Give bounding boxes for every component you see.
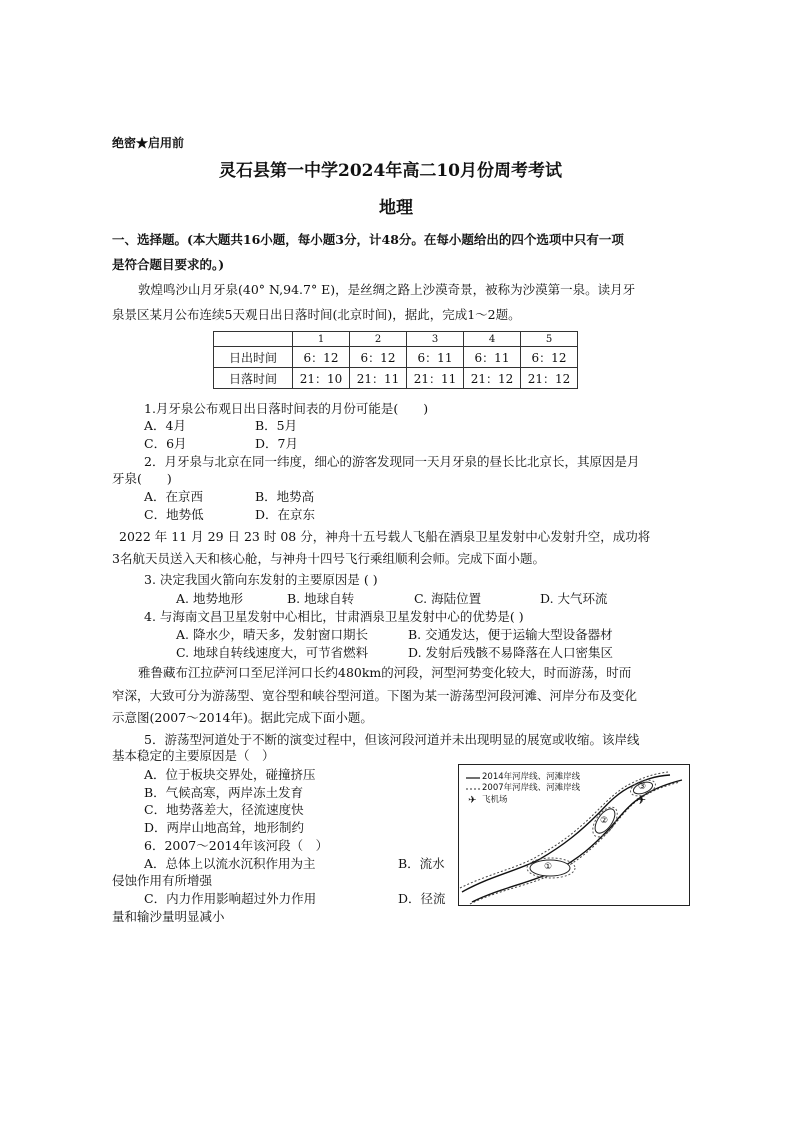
bar-label-2: ② — [600, 816, 609, 826]
q5-option-c: C．地势落差大，径流速度快 — [144, 802, 304, 817]
q6-option-d: D．径流 — [398, 891, 446, 906]
q6-option-ab-continuation: 侵蚀作用有所增强 — [112, 873, 213, 888]
table-row — [214, 347, 578, 368]
q2-stem-line1: 2．月牙泉与北京在同一纬度，细心的游客发现同一天月牙泉的昼长比北京长，其原因是月 — [144, 454, 640, 469]
q3-option-c: C. 海陆位置 — [414, 591, 482, 606]
table-cell: 6：11 — [407, 347, 464, 368]
airplane-icon: ✈ — [636, 793, 647, 807]
table-header-cell: 1 — [293, 332, 350, 347]
q5-stem-line2: 基本稳定的主要原因是（ ） — [112, 748, 275, 763]
q5-stem-line1: 5．游荡型河道处于不断的演变过程中，但该河段河道并未出现明显的展宽或收缩。该岸线 — [144, 732, 640, 747]
q2-option-d: D．在京东 — [255, 507, 316, 522]
bar-label-1: ① — [544, 862, 553, 872]
q2-stem-line2: 牙泉( ) — [112, 471, 172, 486]
legend-airplane-icon: ✈ — [468, 795, 477, 806]
q5-option-a: A．位于板块交界处，碰撞挤压 — [144, 767, 316, 782]
bar-label-3: ③ — [638, 782, 647, 792]
table-row — [214, 368, 578, 389]
table-row-label: 日出时间 — [214, 347, 293, 368]
q1-option-d: D．7月 — [255, 436, 298, 451]
q1-stem: 1.月牙泉公布观日出日落时间表的月份可能是( ) — [144, 401, 429, 416]
table-cell: 21：11 — [407, 368, 464, 389]
section-heading-line1: 一、选择题。(本大题共16小题，每小题3分，计48分。在每小题给出的四个选项中只有一项 — [112, 232, 624, 247]
q2-option-c: C．地势低 — [144, 507, 204, 522]
q4-option-a: A. 降水少，晴天多，发射窗口期长 — [176, 627, 368, 642]
q1-option-b: B．5月 — [255, 418, 298, 433]
table-header-cell — [214, 332, 293, 347]
table-cell: 21：10 — [293, 368, 350, 389]
secret-mark: 绝密★启用前 — [112, 136, 185, 150]
passage1-line1: 敦煌鸣沙山月牙泉(40° N,94.7° E)，是丝绸之路上沙漠奇景，被称为沙漠第一泉。读月牙 — [138, 282, 636, 297]
table-header-cell: 2 — [350, 332, 407, 347]
q6-option-a: A．总体上以流水沉积作用为主 — [144, 856, 316, 871]
passage3-line2: 窄深，大致可分为游荡型、宽谷型和峡谷型河道。下图为某一游荡型河段河滩、河岸分布及变化 — [112, 688, 638, 703]
q5-option-d: D．两岸山地高耸，地形制约 — [144, 820, 305, 835]
sunrise-sunset-table — [213, 331, 578, 389]
table-cell: 21：12 — [464, 368, 521, 389]
passage2-line1: 2022 年 11 月 29 日 23 时 08 分，神舟十五号载人飞船在酒泉卫星发射中心发射升空，成功将 — [119, 529, 651, 544]
q5-option-b: B．气候高寒，两岸冻土发育 — [144, 785, 304, 800]
q6-option-c: C．内力作用影响超过外力作用 — [144, 891, 317, 906]
table-cell: 21：12 — [521, 368, 578, 389]
table-cell: 6：11 — [464, 347, 521, 368]
q6-stem: 6．2007～2014年该河段（ ） — [144, 838, 329, 853]
passage1-line2: 泉景区某月公布连续5天观日出日落时间(北京时间)，据此，完成1～2题。 — [112, 307, 521, 322]
q6-option-cd-continuation: 量和输沙量明显减小 — [112, 909, 225, 924]
q1-option-c: C．6月 — [144, 436, 187, 451]
q3-stem: 3. 决定我国火箭向东发射的主要原因是 ( ) — [144, 572, 378, 587]
legend-2014-label: 2014年河岸线、河滩岸线 — [482, 772, 581, 782]
passage3-line1: 雅鲁藏布江拉萨河口至尼洋河口长约480km的河段，河型河势变化较大，时而游荡，时而 — [138, 665, 632, 680]
legend-2007-label: 2007年河岸线、河滩岸线 — [482, 783, 581, 793]
section-heading-line2: 是符合题目要求的。) — [112, 257, 225, 272]
table-row-label: 日落时间 — [214, 368, 293, 389]
q1-option-a: A．4月 — [144, 418, 186, 433]
page-title: 灵石县第一中学2024年高二10月份周考考试 — [219, 161, 562, 181]
q4-option-b: B. 交通发达，便于运输大型设备器材 — [408, 627, 613, 642]
table-header-cell: 3 — [407, 332, 464, 347]
table-header-row — [214, 332, 578, 347]
passage3-line3: 示意图(2007～2014年)。据此完成下面小题。 — [112, 710, 373, 725]
q4-option-c: C. 地球自转线速度大，可节省燃料 — [176, 645, 369, 660]
q6-option-b: B．流水 — [398, 856, 445, 871]
table-cell: 21：11 — [350, 368, 407, 389]
table-header-cell: 5 — [521, 332, 578, 347]
q3-option-a: A. 地势地形 — [176, 591, 243, 606]
q3-option-d: D. 大气环流 — [540, 591, 608, 606]
river-change-map — [458, 764, 690, 906]
subject-title: 地理 — [379, 198, 413, 218]
passage2-line2: 3名航天员送入天和核心舱，与神舟十四号飞行乘组顺利会师。完成下面小题。 — [112, 551, 545, 566]
q3-option-b: B. 地球自转 — [287, 591, 355, 606]
table-cell: 6：12 — [521, 347, 578, 368]
table-cell: 6：12 — [293, 347, 350, 368]
q4-option-d: D. 发射后残骸不易降落在人口密集区 — [408, 645, 614, 660]
q4-stem: 4. 与海南文昌卫星发射中心相比，甘肃酒泉卫星发射中心的优势是( ) — [144, 609, 524, 624]
legend-airport-label: 飞机场 — [482, 795, 508, 805]
q2-option-a: A．在京西 — [144, 489, 204, 504]
table-cell: 6：12 — [350, 347, 407, 368]
q2-option-b: B．地势高 — [255, 489, 315, 504]
table-header-cell: 4 — [464, 332, 521, 347]
